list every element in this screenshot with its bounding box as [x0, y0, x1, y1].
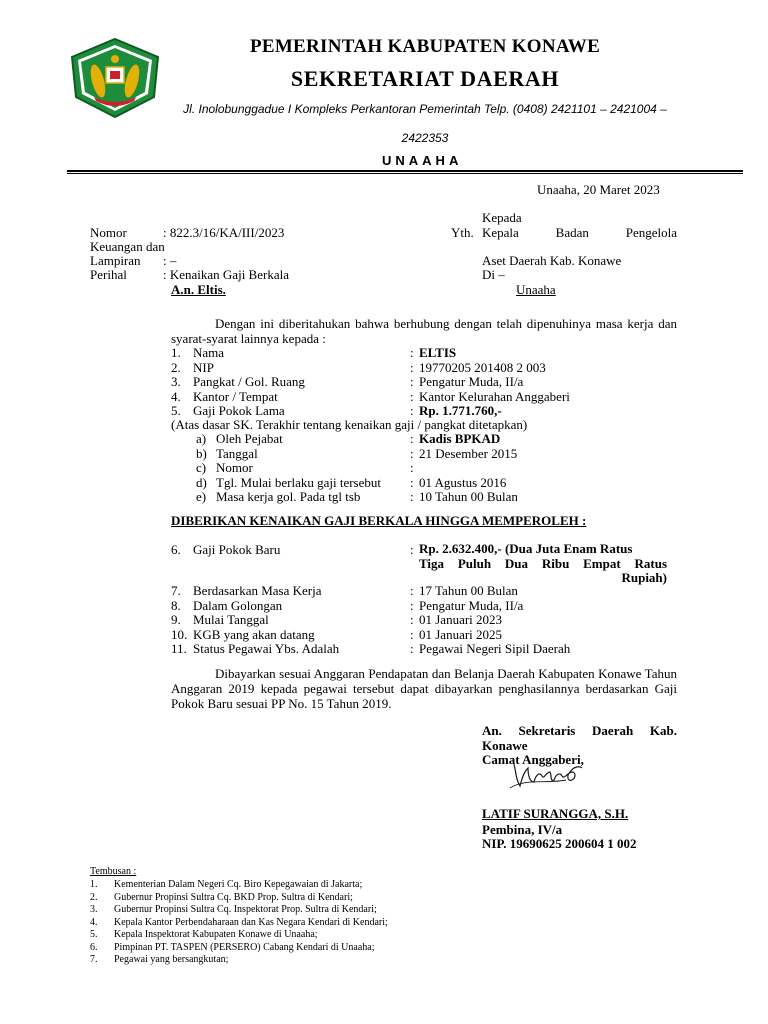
signatory-nip: NIP. 19690625 200604 1 002 [482, 836, 637, 851]
intro-paragraph: Dengan ini diberitahukan bahwa berhubung dengan telah dipenuhinya masa kerja dan syarat-syarat lainnya kepada : [171, 316, 677, 346]
item-colon: : [410, 583, 414, 598]
item-label: Masa kerja gol. Pada tgl tsb [216, 489, 361, 504]
item-number: e) [196, 489, 207, 504]
item-colon: : [410, 388, 414, 404]
lampiran-label: Lampiran [90, 253, 141, 268]
signatory-name: LATIF SURANGGA, S.H. [482, 806, 629, 821]
item-label: Nomor [216, 460, 253, 475]
new-salary-value [419, 542, 667, 586]
item-number: c) [196, 460, 207, 475]
recipient-word: Pengelola [625, 225, 677, 240]
perihal-label: Perihal [90, 267, 127, 282]
nomor-value: : 822.3/16/KA/III/2023 [163, 225, 285, 240]
closing-paragraph: Dibayarkan sesuai Anggaran Pendapatan dan Belanja Daerah Kabupaten Konawe Tahun Anggaran 2019 kepada pegawai tersebut dapat dibayarkan penghasilannya berdasarkan Gaji Pokok Baru sesuai PP No. 15 Tahun 2019. [171, 666, 677, 711]
item-colon: : [410, 359, 414, 375]
signatory-rank: Pembina, IV/a [482, 822, 563, 837]
cc-number: 2. [90, 891, 98, 903]
item-number: 8. [171, 597, 181, 613]
item-label: Tgl. Mulai berlaku gaji tersebut [216, 474, 381, 490]
item-number: 3. [171, 374, 181, 389]
basis-note: (Atas dasar SK. Terakhir tentang kenaikan gaji / pangkat ditetapkan) [171, 417, 528, 432]
item-number: 7. [171, 583, 181, 598]
item-colon: : [410, 374, 414, 389]
item-value: ELTIS [419, 345, 457, 360]
cc-number: 1. [90, 879, 98, 890]
item-label: Mulai Tanggal [193, 612, 269, 627]
recipient-yth: Yth. [451, 225, 474, 240]
item-number: b) [196, 445, 207, 461]
cc-item: Gubernur Propinsi Sultra Cq. Inspektorat Prop. Sultra di Kendari; [114, 904, 377, 915]
cc-number: 6. [90, 941, 98, 953]
item-value: Kantor Kelurahan Anggaberi [419, 388, 570, 404]
item-number: 6. [171, 542, 181, 557]
item-value: 10 Tahun 00 Bulan [419, 489, 518, 504]
signatory-title: An. Sekretaris Daerah Kab. [482, 723, 677, 738]
item-label: Gaji Pokok Baru [193, 542, 281, 557]
cc-item: Kementerian Dalam Negeri Cq. Biro Kepegawaian di Jakarta; [114, 879, 363, 890]
header-rule-thick [67, 170, 743, 172]
item-value: 01 Januari 2025 [419, 626, 503, 642]
item-colon: : [410, 445, 414, 461]
item-label: Pangkat / Gol. Ruang [193, 374, 305, 389]
item-value: Pengatur Muda, II/a [419, 374, 524, 389]
item-number: 10. [171, 626, 188, 642]
cc-item: Gubernur Propinsi Sultra Cq. BKD Prop. Sultra di Kendari; [114, 891, 353, 903]
recipient-place: Unaaha [516, 282, 556, 297]
recipient-line1 [482, 225, 677, 240]
item-value: 01 Januari 2023 [419, 612, 503, 627]
item-label: Kantor / Tempat [193, 388, 278, 404]
letterhead-address: Jl. Inolobunggadue I Kompleks Perkantoran Pemerintah Telp. (0408) 2421101 – 2421004 – 2422353 [183, 102, 667, 145]
item-number: 5. [171, 403, 181, 418]
cc-number: 7. [90, 954, 98, 965]
item-number: 9. [171, 612, 181, 627]
letterhead-government: PEMERINTAH KABUPATEN KONAWE [249, 36, 601, 57]
item-value: 01 Agustus 2016 [419, 474, 507, 490]
recipient-di: Di – [482, 267, 505, 282]
new-salary-line: Tiga Puluh Dua Ribu Empat Ratus [419, 555, 667, 571]
item-label: Dalam Golongan [193, 597, 283, 613]
nomor-label: Nomor [90, 225, 127, 240]
section-title: DIBERIKAN KENAIKAN GAJI BERKALA HINGGA MEMPEROLEH : [171, 513, 587, 528]
handwritten-signature [506, 758, 584, 792]
new-salary-line: Rp. 2.632.400,- (Dua Juta Enam Ratus [419, 541, 633, 556]
header-rule-thin [67, 173, 743, 174]
item-colon: : [410, 345, 414, 360]
item-value: Kadis BPKAD [419, 431, 501, 446]
item-number: 11. [171, 641, 187, 656]
item-value: Rp. 1.771.760,- [419, 403, 502, 418]
item-label: KGB yang akan datang [193, 626, 315, 642]
new-salary-line: Rupiah) [621, 570, 667, 585]
item-label: Gaji Pokok Lama [193, 403, 285, 418]
signatory-title-cont: Konawe [482, 738, 528, 753]
item-colon: : [410, 542, 414, 557]
item-value: 19770205 201408 2 003 [419, 359, 546, 375]
item-value: 21 Desember 2015 [419, 445, 518, 461]
recipient-word: Kepala [482, 225, 519, 240]
cc-number: 5. [90, 929, 98, 940]
cc-number: 4. [90, 916, 98, 928]
recipient-kepada: Kepada [482, 210, 522, 225]
item-label: Status Pegawai Ybs. Adalah [193, 641, 340, 656]
item-colon: : [410, 403, 414, 418]
item-colon: : [410, 460, 414, 475]
item-number: a) [196, 431, 207, 446]
item-value: Pegawai Negeri Sipil Daerah [419, 641, 571, 656]
item-label: Berdasarkan Masa Kerja [193, 583, 322, 598]
perihal-value: : Kenaikan Gaji Berkala [163, 267, 289, 282]
cc-title: Tembusan : [90, 866, 137, 877]
recipient-line2: Aset Daerah Kab. Konawe [482, 253, 622, 268]
item-label: Oleh Pejabat [216, 431, 283, 446]
cc-number: 3. [90, 904, 98, 915]
letterhead-city: UNAAHA [382, 153, 463, 168]
regency-emblem-logo [68, 37, 162, 119]
item-label: NIP [193, 359, 214, 375]
subject-person: A.n. Eltis. [171, 282, 226, 297]
cc-item: Kepala Inspektorat Kabupaten Konawe di Unaaha; [114, 929, 318, 940]
cc-item: Pegawai yang bersangkutan; [114, 954, 229, 965]
item-value: 17 Tahun 00 Bulan [419, 583, 518, 598]
item-number: 1. [171, 345, 181, 360]
item-label: Tanggal [216, 445, 258, 461]
item-number: 2. [171, 359, 181, 375]
cc-item: Pimpinan PT. TASPEN (PERSERO) Cabang Kendari di Unaaha; [114, 941, 375, 953]
signatory-position: Camat Anggaberi, [482, 752, 584, 767]
item-label: Nama [193, 345, 225, 360]
item-value: Pengatur Muda, II/a [419, 597, 524, 613]
recipient-line1-cont: Keuangan dan [90, 239, 165, 254]
letterhead-secretariat: SEKRETARIAT DAERAH [290, 66, 560, 91]
cc-item: Kepala Kantor Perbendaharaan dan Kas Negara Kendari di Kendari; [114, 916, 388, 928]
item-number: 4. [171, 388, 181, 404]
lampiran-value: : – [163, 253, 177, 268]
item-number: d) [196, 474, 207, 490]
item-colon: : [410, 641, 414, 656]
recipient-word: Badan [555, 225, 589, 240]
letter-date: Unaaha, 20 Maret 2023 [537, 182, 660, 197]
item-colon: : [410, 597, 414, 613]
item-colon: : [410, 431, 414, 446]
item-colon: : [410, 489, 414, 504]
item-colon: : [410, 474, 414, 490]
item-colon: : [410, 612, 414, 627]
item-colon: : [410, 626, 414, 642]
